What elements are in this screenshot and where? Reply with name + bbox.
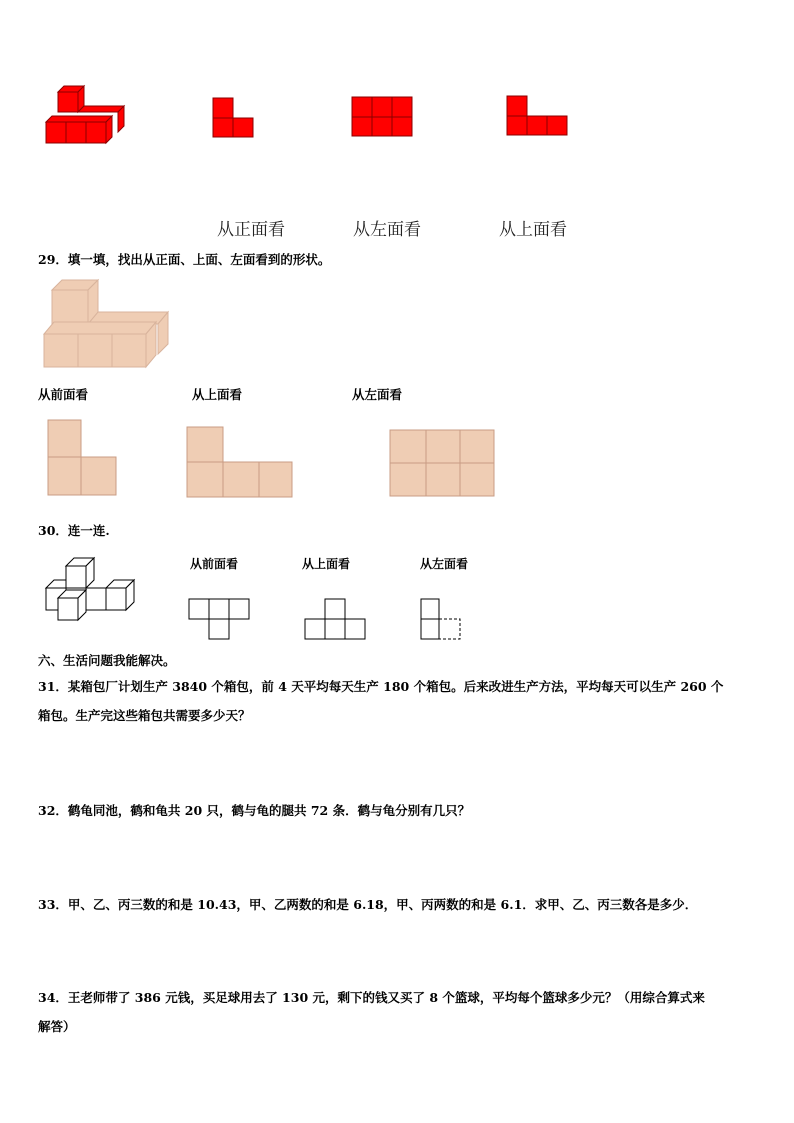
question-34-line1: 34．王老师带了 386 元钱，买足球用去了 130 元，剩下的钱又买了 8 个篮球，平均每个篮球多少元？（用综合算式来 (38, 990, 705, 1005)
q29-left-view (389, 429, 497, 499)
red-cube-solid (44, 84, 128, 146)
label-q29-left: 从左面看 (352, 387, 403, 402)
q30-option-inverted-t-shape (304, 598, 368, 642)
q29-front-view (47, 419, 119, 497)
question-33: 33．甲、乙、丙三数的和是 10.43，甲、乙两数的和是 6.18，甲、丙两数的和是 6.1．求甲、乙、丙三数各是多少． (38, 897, 698, 912)
question-34-line2: 解答） (38, 1019, 76, 1034)
q29-top-view (186, 426, 294, 500)
q30-cube-solid (44, 554, 138, 622)
question-30: 30．连一连. (38, 523, 110, 538)
front-view-red (212, 97, 256, 139)
label-q29-front: 从前面看 (38, 387, 89, 402)
label-q29-top: 从上面看 (192, 387, 243, 402)
label-q30-top: 从上面看 (302, 557, 351, 571)
question-32: 32．鹤龟同池，鹤和龟共 20 只，鹤与龟的腿共 72 条．鹤与龟分别有几只？ (38, 803, 471, 818)
left-view-red (351, 96, 415, 138)
q30-option-t-shape (188, 598, 252, 642)
question-29: 29．填一填，找出从正面、上面、左面看到的形状。 (38, 252, 331, 267)
label-left-view: 从左面看 (353, 220, 421, 240)
question-31-line1: 31．某箱包厂计划生产 3840 个箱包，前 4 天平均每天生产 180 个箱包。后来改进生产方法，平均每天可以生产 260 个 (38, 679, 724, 694)
question-31-line2: 箱包。生产完这些箱包共需要多少天？ (38, 708, 251, 723)
label-q30-left: 从左面看 (420, 557, 469, 571)
section-6-title: 六、生活问题我能解决。 (38, 653, 176, 668)
label-q30-front: 从前面看 (190, 557, 239, 571)
label-front-view: 从正面看 (217, 220, 285, 240)
label-top-view: 从上面看 (499, 220, 567, 240)
beige-cube-solid (42, 278, 172, 370)
q30-option-l-shape (420, 598, 464, 642)
top-view-red (506, 95, 570, 139)
